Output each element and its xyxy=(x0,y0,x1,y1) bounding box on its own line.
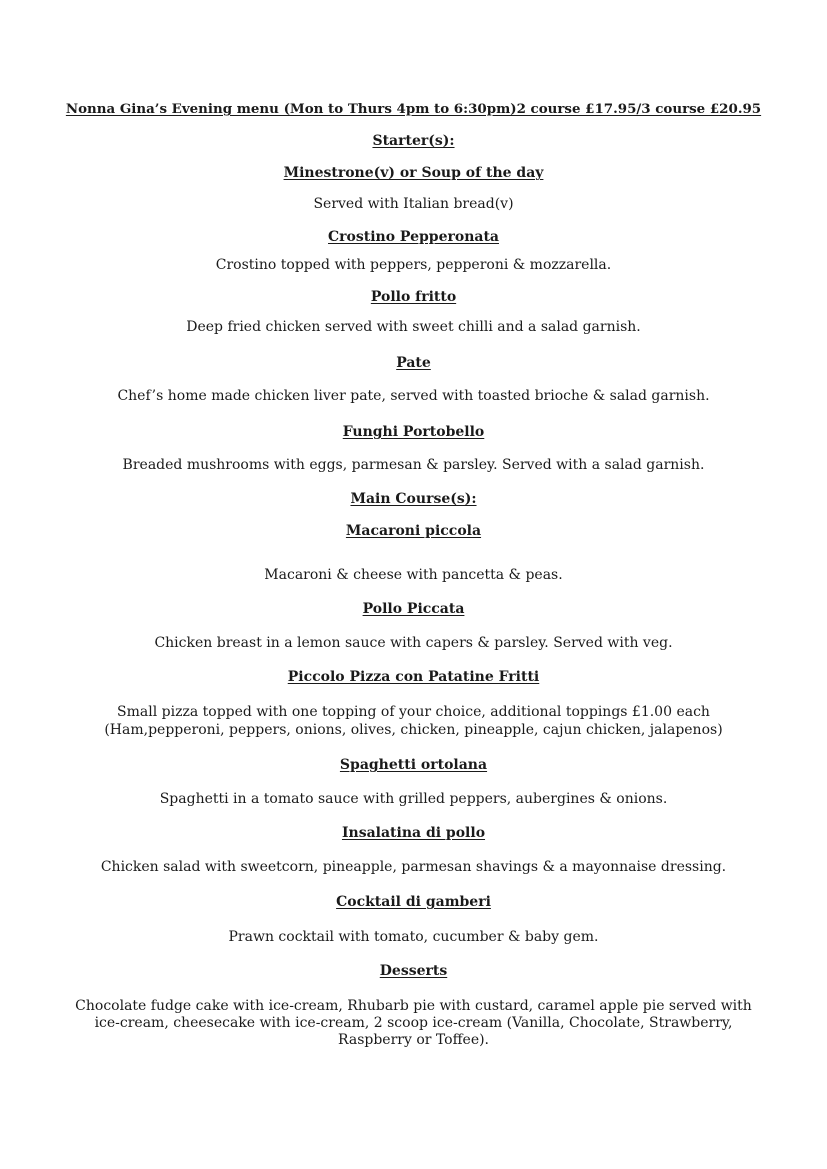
desserts-description: Raspberry or Toffee). xyxy=(337,1032,490,1048)
mains-heading: Main Course(s): xyxy=(350,491,477,507)
main-description: Small pizza topped with one topping of your choice, additional toppings £1.00 each xyxy=(117,704,710,720)
starter-description: Served with Italian bread(v) xyxy=(313,196,514,212)
main-description: Macaroni & cheese with pancetta & peas. xyxy=(264,567,563,583)
desserts-heading: Desserts xyxy=(379,963,448,979)
main-name: Spaghetti ortolana xyxy=(339,757,488,773)
main-description: Spaghetti in a tomato sauce with grilled peppers, aubergines & onions. xyxy=(159,791,668,807)
starter-name: Pate xyxy=(396,355,431,371)
starter-name: Funghi Portobello xyxy=(342,424,485,440)
starter-description: Crostino topped with peppers, pepperoni & mozzarella. xyxy=(215,257,612,273)
starter-name: Minestrone(v) or Soup of the day xyxy=(283,165,544,181)
desserts-description: Chocolate fudge cake with ice-cream, Rhubarb pie with custard, caramel apple pie served with xyxy=(75,998,752,1014)
menu-title: Nonna Gina’s Evening menu (Mon to Thurs 4pm to 6:30pm)2 course £17.95/3 course £20.95 xyxy=(65,101,762,117)
starters-heading: Starter(s): xyxy=(372,133,455,149)
main-name: Insalatina di pollo xyxy=(341,825,486,841)
main-name: Pollo Piccata xyxy=(362,601,465,617)
desserts-description: ice-cream, cheesecake with ice-cream, 2 scoop ice-cream (Vanilla, Chocolate, Strawberry, xyxy=(94,1015,733,1031)
main-description: (Ham,pepperoni, peppers, onions, olives, chicken, pineapple, cajun chicken, jalapenos) xyxy=(104,722,723,738)
main-name: Macaroni piccola xyxy=(345,523,482,539)
starter-description: Chef’s home made chicken liver pate, served with toasted brioche & salad garnish. xyxy=(117,388,710,404)
main-name: Piccolo Pizza con Patatine Fritti xyxy=(287,669,540,685)
starter-name: Pollo fritto xyxy=(370,289,457,305)
main-description: Prawn cocktail with tomato, cucumber & baby gem. xyxy=(228,929,599,945)
starter-description: Deep fried chicken served with sweet chilli and a salad garnish. xyxy=(186,319,641,335)
main-name: Cocktail di gamberi xyxy=(336,894,491,910)
main-description: Chicken breast in a lemon sauce with capers & parsley. Served with veg. xyxy=(154,635,673,651)
main-description: Chicken salad with sweetcorn, pineapple, parmesan shavings & a mayonnaise dressing. xyxy=(100,859,727,875)
starter-description: Breaded mushrooms with eggs, parmesan & parsley. Served with a salad garnish. xyxy=(122,457,705,473)
starter-name: Crostino Pepperonata xyxy=(328,229,499,245)
